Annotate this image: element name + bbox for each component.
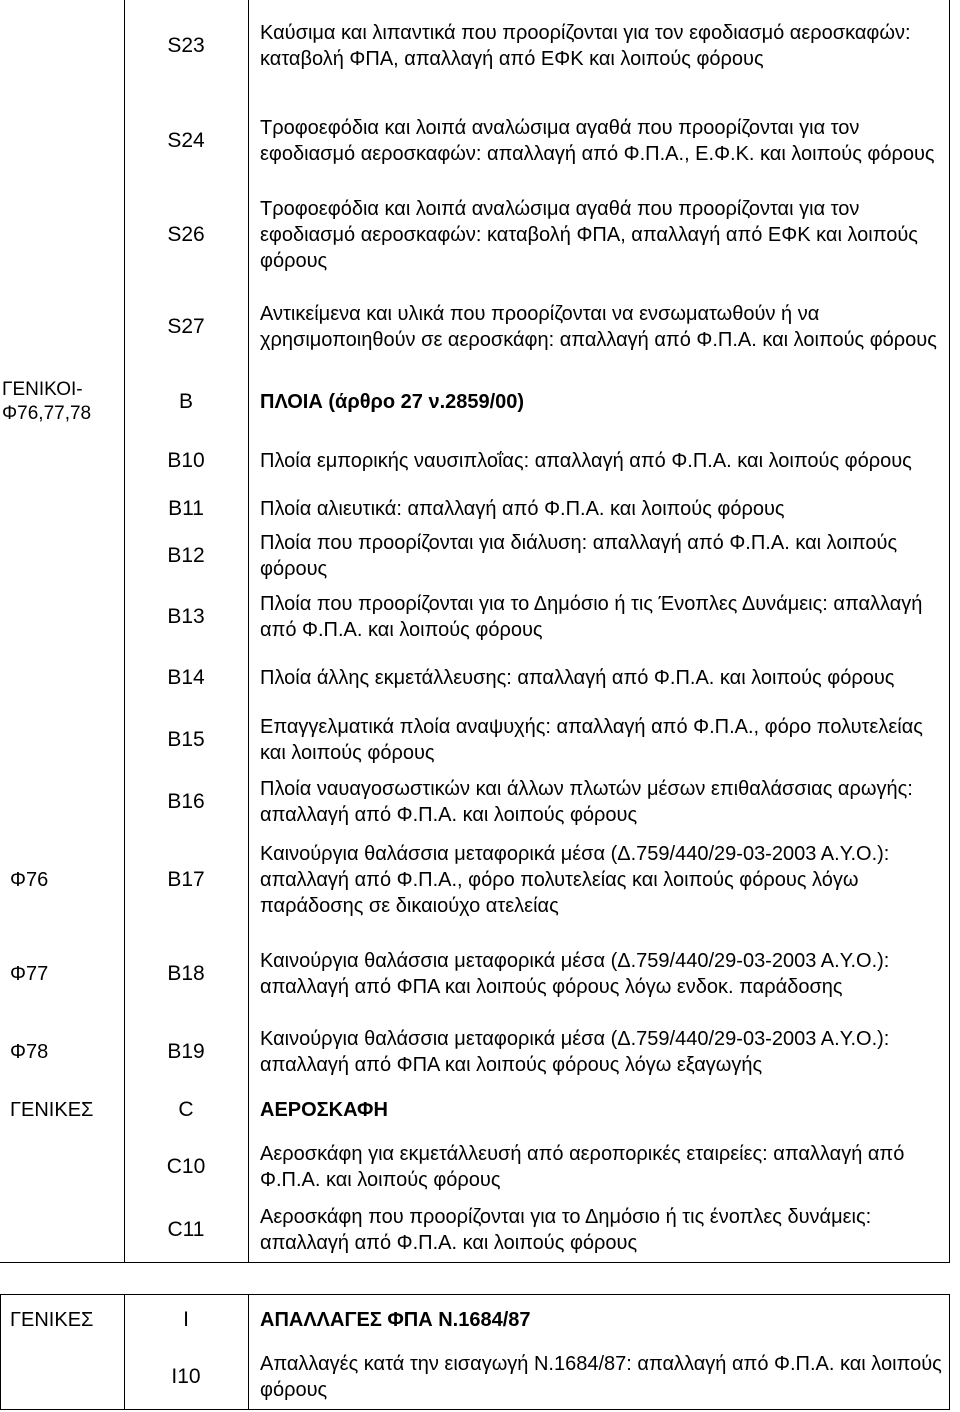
table-border [949,1294,950,1410]
table-row [0,491,960,526]
code-cell: S27 [167,315,205,338]
description-cell: Πλοία άλλης εκμετάλλευσης: απαλλαγή από Φ.Π.Α. και λοιπούς φόρους [260,667,895,689]
group-cell [0,92,124,189]
group-cell [0,1346,124,1408]
table-border [0,1294,950,1295]
table-row [0,281,960,373]
group-cell [0,647,124,709]
table-row [0,430,960,491]
code-cell: I [183,1308,189,1331]
table-border [0,1262,950,1263]
code-cell: B17 [167,868,205,891]
table-row [0,1294,960,1346]
group-cell [0,1136,124,1198]
table-row [0,709,960,771]
section-heading: ΠΛΟΙΑ (άρθρο 27 ν.2859/00) [260,390,525,413]
description-cell: Πλοία ναυαγοσωστικών και άλλων πλωτών μέσων επιθαλάσσιας αρωγής: απαλλαγή από Φ.Π.Α. και λοιπούς φόρους [260,778,913,826]
group-cell [0,709,124,771]
description-cell: Επαγγελματικά πλοία αναψυχής: απαλλαγή από Φ.Π.Α., φόρο πολυτελείας και λοιπούς φόρους [260,716,923,764]
description-cell: Καινούργια θαλάσσια μεταφορικά μέσα (Δ.759/440/29-03-2003 Α.Υ.Ο.): απαλλαγή από Φ.Π.Α., φόρο πολυτελείας και λοιπούς φόρους λόγω παράδοσης σε δικαιούχο ατελείας [260,843,890,917]
code-cell: S23 [167,34,205,57]
code-cell: C10 [166,1155,206,1178]
description-cell: Αεροσκάφη που προορίζονται για το Δημόσιο ή τις ένοπλες δυνάμεις: απαλλαγή από Φ.Π.Α. και λοιπούς φόρους [260,1206,872,1254]
table-row [0,647,960,709]
code-cell: I10 [171,1365,201,1388]
section-heading: ΑΕΡΟΣΚΑΦΗ [260,1099,388,1121]
code-cell: B14 [167,666,205,689]
description-cell: Πλοία αλιευτικά: απαλλαγή από Φ.Π.Α. και λοιπούς φόρους [260,497,785,520]
group-cell: ΓΕΝΙΚΕΣ [10,1309,94,1331]
code-cell: B19 [167,1040,205,1063]
table-border [0,1409,950,1410]
code-cell: S26 [167,223,205,246]
table-border [0,1294,1,1410]
description-cell: Πλοία που προορίζονται για το Δημόσιο ή τις Ένοπλες Δυνάμεις: απαλλαγή από Φ.Π.Α. και λοιπούς φόρους [260,592,923,641]
group-cell [0,0,124,92]
table-row [0,1346,960,1408]
group-cell [0,189,124,281]
group-cell [0,1198,124,1262]
group-cell [0,491,124,526]
column-divider [124,1294,125,1410]
table-row [0,586,960,647]
description-cell: Πλοία εμπορικής ναυσιπλοΐας: απαλλαγή από Φ.Π.Α. και λοιπούς φόρους [260,449,912,472]
description-cell: Πλοία που προορίζονται για διάλυση: απαλλαγή από Φ.Π.Α. και λοιπούς φόρους [260,532,898,580]
group-cell: Φ77 [10,962,49,985]
code-cell: S24 [167,128,205,152]
table-row [0,526,960,586]
table-row [0,771,960,833]
group-cell: ΓΕΝΙΚΟΙ-Φ76,77,78 [2,378,92,424]
code-cell: B [178,389,193,413]
table-row [0,92,960,189]
description-cell: Τροφοεφόδια και λοιπά αναλώσιμα αγαθά που προορίζονται για τον εφοδιασμό αεροσκαφών: καταβολή ΦΠΑ, απαλλαγή από ΕΦΚ και λοιπούς φόρους [260,198,918,272]
group-cell [0,526,124,586]
code-cell: B15 [167,728,205,751]
group-cell: Φ78 [10,1041,49,1063]
code-cell: B16 [167,790,205,813]
column-divider [248,0,249,1262]
description-cell: Καινούργια θαλάσσια μεταφορικά μέσα (Δ.759/440/29-03-2003 Α.Υ.Ο.): απαλλαγή από ΦΠΑ και λοιπούς φόρους λόγω εξαγωγής [260,1028,890,1076]
group-cell [0,586,124,647]
code-cell: C [178,1098,194,1121]
code-cell: B11 [168,496,204,520]
group-cell [0,771,124,833]
table-border [949,0,950,1262]
column-divider [248,1294,249,1410]
code-cell: B18 [167,961,205,985]
group-cell: Φ76 [10,869,49,891]
table-row [0,833,960,927]
code-cell: B12 [167,544,205,567]
table-row [0,373,960,430]
code-cell: C11 [167,1218,205,1241]
code-cell: B10 [167,448,205,472]
description-cell: Απαλλαγές κατά την εισαγωγή Ν.1684/87: απαλλαγή από Φ.Π.Α. και λοιπούς φόρους [260,1353,942,1401]
table-row [0,1136,960,1198]
table-row [0,1084,960,1136]
section-heading: ΑΠΑΛΛΑΓΕΣ ΦΠΑ Ν.1684/87 [260,1309,531,1331]
table-row [0,0,960,92]
description-cell: Αντικείμενα και υλικά που προορίζονται να ενσωματωθούν ή να χρησιμοποιηθούν σε αεροσκάφη: απαλλαγή από Φ.Π.Α. και λοιπούς φόρους [260,303,937,351]
column-divider [124,0,125,1262]
code-cell: B13 [167,604,205,628]
table-row [0,1198,960,1262]
table-row [0,1020,960,1084]
description-cell: Καύσιμα και λιπαντικά που προορίζονται για τον εφοδιασμό αεροσκαφών: καταβολή ΦΠΑ, απαλλαγή από ΕΦΚ και λοιπούς φόρους [260,22,911,70]
table-row [0,189,960,281]
description-cell: Τροφοεφόδια και λοιπά αναλώσιμα αγαθά που προορίζονται για τον εφοδιασμό αεροσκαφών: απαλλαγή από Φ.Π.Α., Ε.Φ.Κ. και λοιπούς φόρους [260,116,935,165]
group-cell [0,281,124,373]
group-cell [0,430,124,491]
table-row [0,927,960,1020]
group-cell: ΓΕΝΙΚΕΣ [10,1099,94,1121]
description-cell: Αεροσκάφη για εκμετάλλευσή από αεροπορικές εταιρείες: απαλλαγή από Φ.Π.Α. και λοιπούς φόρους [260,1143,905,1191]
description-cell: Καινούργια θαλάσσια μεταφορικά μέσα (Δ.759/440/29-03-2003 Α.Υ.Ο.): απαλλαγή από ΦΠΑ και λοιπούς φόρους λόγω ενδοκ. παράδοσης [260,949,890,998]
